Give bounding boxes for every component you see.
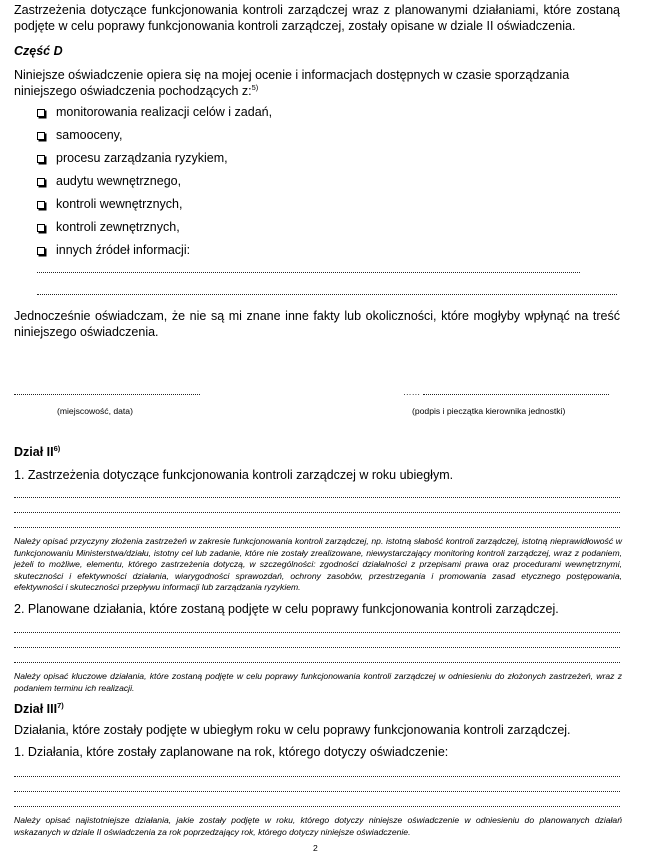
source-option[interactable] <box>37 173 181 189</box>
answer-line[interactable] <box>14 527 620 528</box>
source-option-label: procesu zarządzania ryzykiem, <box>56 151 228 165</box>
source-option[interactable] <box>37 242 190 258</box>
signature-label: (podpis i pieczątka kierownika jednostki) <box>412 406 566 416</box>
checkbox-icon[interactable] <box>37 109 45 117</box>
source-option-label: audytu wewnętrznego, <box>56 174 182 188</box>
declaration-statement: Jednocześnie oświadczam, że nie są mi znane inne fakty lub okoliczności, które mogłyby wpłynąć na treść niniejszego oświadczenia. <box>14 309 620 339</box>
checkbox-icon[interactable] <box>37 247 45 255</box>
answer-line[interactable] <box>14 776 620 777</box>
signature-dots-prefix: …… <box>403 387 421 397</box>
checkbox-icon[interactable] <box>37 178 45 186</box>
source-option[interactable] <box>37 127 122 143</box>
part-d-intro-text: Niniejsze oświadczenie opiera się na mojej ocenie i informacjach dostępnych w czasie sporządzania niniejszego oświadczenia pochodzących z: <box>14 68 570 98</box>
answer-line[interactable] <box>14 497 620 498</box>
section-2-item-1: 1. Zastrzeżenia dotyczące funkcjonowania kontroli zarządczej w roku ubiegłym. <box>14 468 454 482</box>
answer-line[interactable] <box>14 806 620 807</box>
source-option-label: innych źródeł informacji: <box>56 243 191 257</box>
signature-line[interactable] <box>423 394 609 395</box>
footnote-ref-5: 5) <box>251 83 259 92</box>
section-3-intro: Działania, które zostały podjęte w ubiegłym roku w celu poprawy funkcjonowania kontroli zarządczej. <box>14 723 571 737</box>
section-2-title <box>14 444 60 460</box>
answer-line[interactable] <box>14 512 620 513</box>
source-option[interactable] <box>37 196 182 212</box>
checkbox-icon[interactable] <box>37 132 45 140</box>
source-option-label: kontroli wewnętrznych, <box>56 197 183 211</box>
source-option[interactable] <box>37 150 228 166</box>
checkbox-icon[interactable] <box>37 201 45 209</box>
source-option-label: samooceny, <box>56 128 123 142</box>
place-date-line[interactable] <box>14 394 200 395</box>
source-option[interactable] <box>37 219 180 235</box>
other-sources-line[interactable] <box>37 294 617 295</box>
other-sources-line[interactable] <box>37 272 580 273</box>
section-3-title <box>14 701 64 717</box>
place-date-label: (miejscowość, data) <box>57 406 133 416</box>
section-2-title-text: Dział II <box>14 445 54 459</box>
source-option[interactable] <box>37 104 272 120</box>
answer-line[interactable] <box>14 662 620 663</box>
source-option-label: kontroli zewnętrznych, <box>56 220 180 234</box>
answer-line[interactable] <box>14 791 620 792</box>
page-number: 2 <box>313 843 318 853</box>
part-d-title: Część D <box>14 44 63 58</box>
section-2-note-2: Należy opisać kluczowe działania, które zostaną podjęte w celu poprawy funkcjonowania kontroli zarządczej w odniesieniu do złożonych zastrzeżeń, wraz z podaniem terminu ich realizacji. <box>14 671 622 693</box>
section-2-item-2: 2. Planowane działania, które zostaną podjęte w celu poprawy funkcjonowania kontroli zarządczej. <box>14 602 559 616</box>
footnote-ref-6: 6) <box>53 444 61 453</box>
section-2-note-1: Należy opisać przyczyny złożenia zastrzeżeń w zakresie funkcjonowania kontroli zarządczej, np. istotną słabość kontroli zarządczej, istotną nieprawidłowość w funkcjonowaniu Ministerstwa/działu, istotny cel lub zadanie, które nie zostały zrealizowane, niewystarczający monitoring kontroli zarządczej, wraz z podaniem, jeżeli to możliwe, elementu, którego zastrzeżenia dotyczą, w szczególności: zgodności działalności z przepisami prawa oraz procedurami wewnętrznymi, skuteczności i efektywności działania, wiarygodności sprawozdań, ochrony zasobów, przestrzegania i promowania zasad etycznego postępowania, efektywności i skuteczności przepływu informacji lub zarządzania ryzykiem. <box>14 536 622 593</box>
answer-line[interactable] <box>14 632 620 633</box>
answer-line[interactable] <box>14 647 620 648</box>
checkbox-icon[interactable] <box>37 224 45 232</box>
intro-paragraph: Zastrzeżenia dotyczące funkcjonowania kontroli zarządczej wraz z planowanymi działaniami, które zostaną podjęte w celu poprawy funkcjonowania kontroli zarządczej, zostały opisane w dziale II oświadczenia. <box>14 3 620 33</box>
source-option-label: monitorowania realizacji celów i zadań, <box>56 105 273 119</box>
part-d-intro <box>14 67 622 99</box>
section-3-note-1: Należy opisać najistotniejsze działania, jakie zostały podjęte w roku, którego dotyczy niniejsze oświadczenie w odniesieniu do planowanych działań wskazanych w dziale II oświadczenia za rok poprzedzający rok, którego dotyczy niniejsze oświadczenie. <box>14 815 622 837</box>
footnote-ref-7: 7) <box>57 701 64 710</box>
checkbox-icon[interactable] <box>37 155 45 163</box>
section-3-title-text: Dział III <box>14 702 58 716</box>
section-3-item-1: 1. Działania, które zostały zaplanowane na rok, którego dotyczy oświadczenie: <box>14 745 449 759</box>
